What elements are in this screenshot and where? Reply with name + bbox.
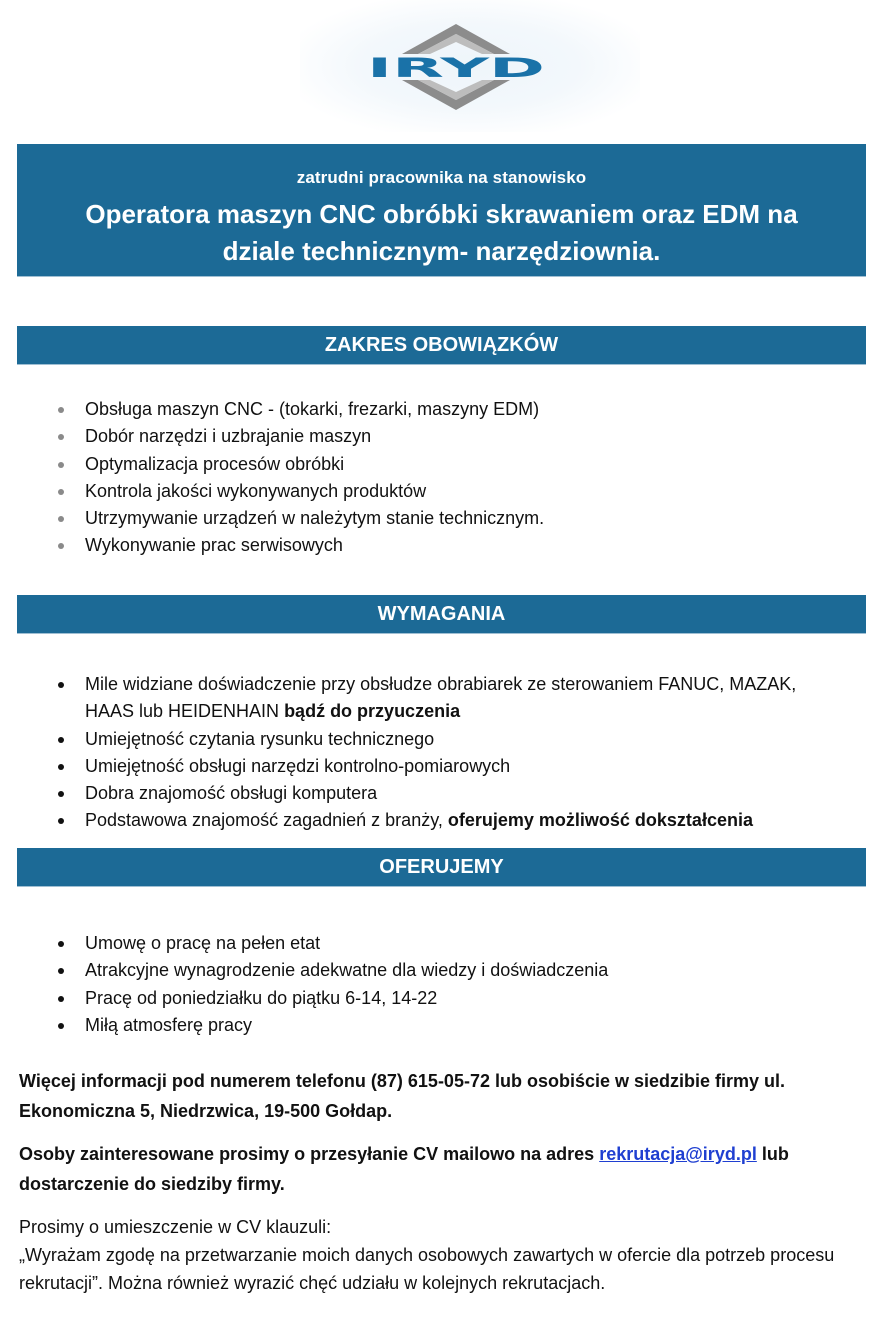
bullet-icon [58,764,64,770]
list-item: Obsługa maszyn CNC - (tokarki, frezarki, maszyny EDM) [48,396,544,423]
list-item: Mile widziane doświadczenie przy obsłudze obrabiarek ze sterowaniem FANUC, MAZAK, HAAS lub HEIDENHAIN bądź do przyuczenia [48,671,848,726]
bullet-icon [58,996,64,1002]
list-item: Miłą atmosferę pracy [48,1012,608,1039]
list-item: Optymalizacja procesów obróbki [48,451,544,478]
list-item: Podstawowa znajomość zagadnień z branży, oferujemy możliwość dokształcenia [48,807,848,834]
list-item: Pracę od poniedziałku do piątku 6-14, 14-22 [48,985,608,1012]
bullet-icon [58,791,64,797]
email-link[interactable]: rekrutacja@iryd.pl [599,1144,757,1164]
bullet-icon [58,1023,64,1029]
gdpr-clause [19,1213,879,1297]
header-subtitle: zatrudni pracownika na stanowisko [296,168,587,187]
bullet-icon [58,516,64,522]
bullet-icon [58,434,64,440]
bullet-icon [58,737,64,743]
bullet-icon [58,941,64,947]
list-item: Umiejętność czytania rysunku technicznego [48,726,848,753]
company-logo [300,0,640,132]
list-item: Kontrola jakości wykonywanych produktów [48,478,544,505]
bullet-icon [58,543,64,549]
job-title-line-2: dziale technicznym- narzędziownia. [222,236,661,266]
list-item: Umiejętność obsługi narzędzi kontrolno-pomiarowych [48,753,848,780]
section-heading-requirements: WYMAGANIA [17,595,866,633]
list-item: Umowę o pracę na pełen etat [48,930,608,957]
duties-list [48,396,544,560]
list-item: Dobra znajomość obsługi komputera [48,780,848,807]
svg-text:IRYD: IRYD [367,53,545,84]
iryd-logo-icon [360,16,580,116]
job-title-line-1: Operatora maszyn CNC obróbki skrawaniem oraz EDM na [85,199,798,229]
bullet-icon [58,489,64,495]
bullet-icon [58,968,64,974]
clause-text: „Wyrażam zgodę na przetwarzanie moich danych osobowych zawartych w ofercie dla potrzeb procesu rekrutacji”. Można również wyrazić chęć udziału w kolejnych rekrutacjach. [19,1245,835,1293]
bullet-icon [58,818,64,824]
offer-list [48,930,608,1039]
section-heading-duties: ZAKRES OBOWIĄZKÓW [17,326,866,364]
bullet-icon [58,462,64,468]
list-item: Utrzymywanie urządzeń w należytym stanie technicznym. [48,505,544,532]
clause-intro: Prosimy o umieszczenie w CV klauzuli: [19,1217,332,1237]
job-title [17,196,866,270]
list-item: Atrakcyjne wynagrodzenie adekwatne dla wiedzy i doświadczenia [48,957,608,984]
list-item: Dobór narzędzi i uzbrajanie maszyn [48,423,544,450]
requirements-list [48,671,848,835]
application-instructions: Osoby zainteresowane prosimy o przesyłanie CV mailowo na adres rekrutacja@iryd.pl lub dostarczenie do siedziby firmy. [19,1144,789,1194]
bullet-icon [58,407,64,413]
list-item: Wykonywanie prac serwisowych [48,532,544,559]
bullet-icon [58,682,64,688]
section-heading-offer: OFERUJEMY [17,848,866,886]
contact-info: Więcej informacji pod numerem telefonu (87) 615-05-72 lub osobiście w siedzibie firmy ul. Ekonomiczna 5, Niedrzwica, 19-500 Gołdap. [19,1071,786,1121]
header-banner [17,144,866,276]
